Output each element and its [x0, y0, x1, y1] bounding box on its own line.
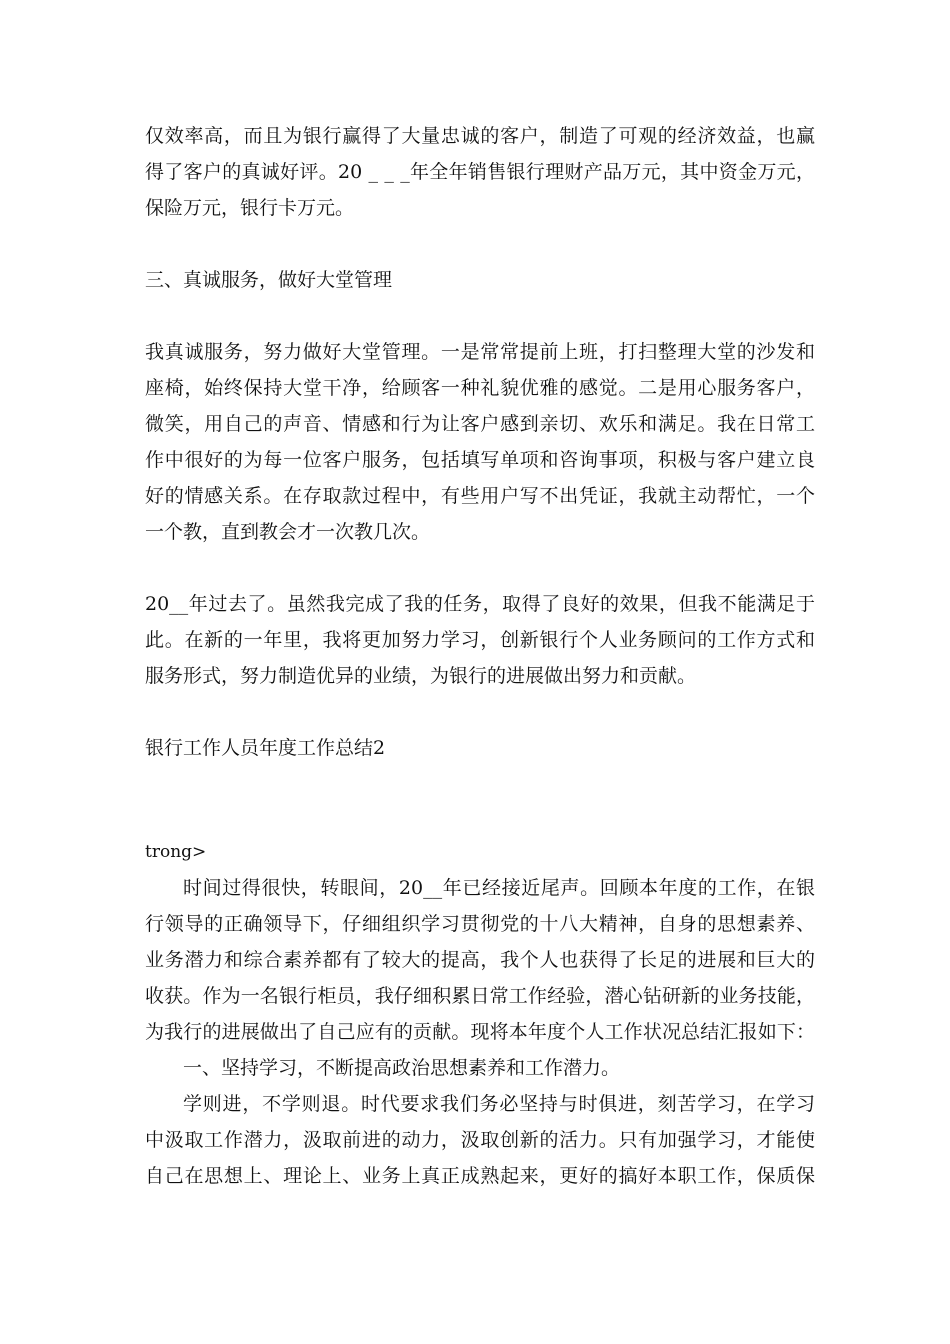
paragraph-line: 仅效率高，而且为银行赢得了大量忠诚的客户，制造了可观的经济效益，也赢 — [145, 125, 815, 147]
paragraph-line: 20__年过去了。虽然我完成了我的任务，取得了良好的效果，但我不能满足于 — [145, 593, 815, 615]
paragraph-line: 业务潜力和综合素养都有了较大的提高，我个人也获得了长足的进展和巨大的 — [145, 949, 815, 971]
paragraph-line: 座椅，始终保持大堂干净，给顾客一种礼貌优雅的感觉。二是用心服务客户， — [145, 377, 815, 399]
section-heading: 一、坚持学习，不断提高政治思想素养和工作潜力。 — [183, 1057, 621, 1079]
paragraph-line: 一个教，直到教会才一次教几次。 — [145, 521, 431, 543]
paragraph-line: 微笑，用自己的声音、情感和行为让客户感到亲切、欢乐和满足。我在日常工 — [145, 413, 815, 435]
paragraph-line: 服务形式，努力制造优异的业绩，为银行的进展做出努力和贡献。 — [145, 665, 697, 687]
paragraph-line: 作中很好的为每一位客户服务，包括填写单项和咨询事项，积极与客户建立良 — [145, 449, 815, 471]
paragraph-line: 得了客户的真诚好评。20 _ _ _年全年销售银行理财产品万元，其中资金万元， — [145, 161, 815, 183]
paragraph-line: 中汲取工作潜力，汲取前进的动力，汲取创新的活力。只有加强学习，才能使 — [145, 1129, 815, 1151]
paragraph-line: 行领导的正确领导下，仔细组织学习贯彻党的十八大精神，自身的思想素养、 — [145, 913, 815, 935]
paragraph-line: 时间过得很快，转眼间，20__年已经接近尾声。回顾本年度的工作，在银 — [183, 877, 815, 899]
paragraph-line: 此。在新的一年里，我将更加努力学习，创新银行个人业务顾问的工作方式和 — [145, 629, 815, 651]
paragraph-line: 收获。作为一名银行柜员，我仔细积累日常工作经验，潜心钻研新的业务技能， — [145, 985, 815, 1007]
paragraph-line: 我真诚服务，努力做好大堂管理。一是常常提前上班，打扫整理大堂的沙发和 — [145, 341, 815, 363]
paragraph-line: 自己在思想上、理论上、业务上真正成熟起来，更好的搞好本职工作，保质保 — [145, 1165, 815, 1187]
paragraph-line: 好的情感关系。在存取款过程中，有些用户写不出凭证，我就主动帮忙，一个 — [145, 485, 815, 507]
paragraph-line: 保险万元，银行卡万元。 — [145, 197, 355, 219]
paragraph-line: 为我行的进展做出了自己应有的贡献。现将本年度个人工作状况总结汇报如下： — [145, 1021, 815, 1043]
stray-tag-text: trong> — [145, 842, 207, 862]
document-title: 银行工作人员年度工作总结2 — [145, 737, 386, 759]
section-heading: 三、真诚服务，做好大堂管理 — [145, 269, 393, 291]
paragraph-line: 学则进，不学则退。时代要求我们务必坚持与时俱进，刻苦学习，在学习 — [183, 1093, 815, 1115]
